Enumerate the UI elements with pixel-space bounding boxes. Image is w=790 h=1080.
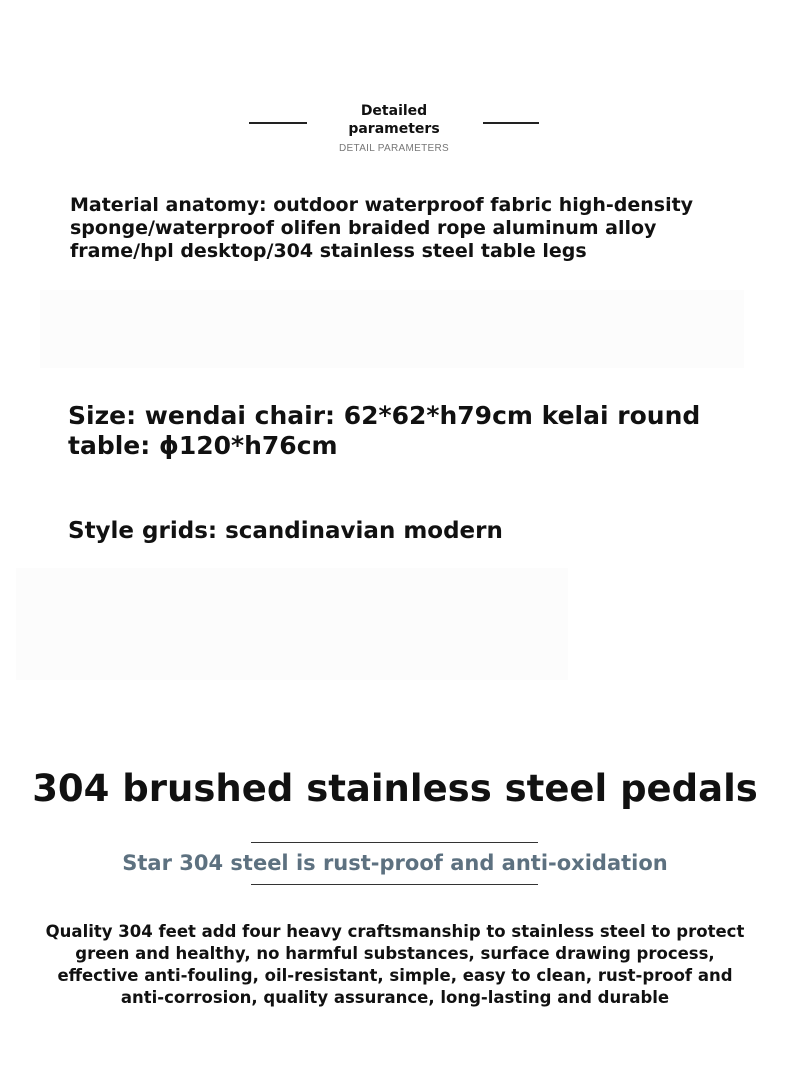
material-spec xyxy=(70,194,750,263)
feature-subtitle-top-rule xyxy=(251,842,538,843)
blank-panel-lower xyxy=(16,568,568,680)
material-spec-line-1: Material anatomy: outdoor waterproof fabric high-density xyxy=(70,194,694,216)
feature-description-line-2: green and healthy, no harmful substances, surface drawing process, xyxy=(75,944,715,963)
size-spec xyxy=(68,401,748,461)
material-spec-line-3: frame/hpl desktop/304 stainless steel table legs xyxy=(70,240,587,262)
feature-title: 304 brushed stainless steel pedals xyxy=(32,767,758,810)
feature-description-line-1: Quality 304 feet add four heavy craftsmanship to stainless steel to protect xyxy=(45,922,745,941)
section-title-line-1: Detailed xyxy=(360,103,428,119)
size-spec-line-2: table: ϕ120*h76cm xyxy=(68,431,338,460)
feature-description xyxy=(20,921,770,1009)
feature-subtitle: Star 304 steel is rust-proof and anti-oxidation xyxy=(122,851,668,875)
section-title-line-2: parameters xyxy=(348,121,440,137)
style-spec: Style grids: scandinavian modern xyxy=(68,518,503,544)
section-subtitle: DETAIL PARAMETERS xyxy=(339,143,449,154)
blank-panel-upper xyxy=(40,290,744,368)
header-left-rule xyxy=(249,122,307,124)
size-spec-line-1: Size: wendai chair: 62*62*h79cm kelai round xyxy=(68,401,701,430)
material-spec-line-2: sponge/waterproof olifen braided rope aluminum alloy xyxy=(70,217,657,239)
section-header xyxy=(312,98,476,160)
header-right-rule xyxy=(483,122,539,124)
feature-subtitle-bottom-rule xyxy=(251,884,538,885)
feature-description-line-4: anti-corrosion, quality assurance, long-lasting and durable xyxy=(120,988,670,1007)
section-title xyxy=(312,102,476,138)
feature-description-line-3: effective anti-fouling, oil-resistant, simple, easy to clean, rust-proof and xyxy=(57,966,733,985)
